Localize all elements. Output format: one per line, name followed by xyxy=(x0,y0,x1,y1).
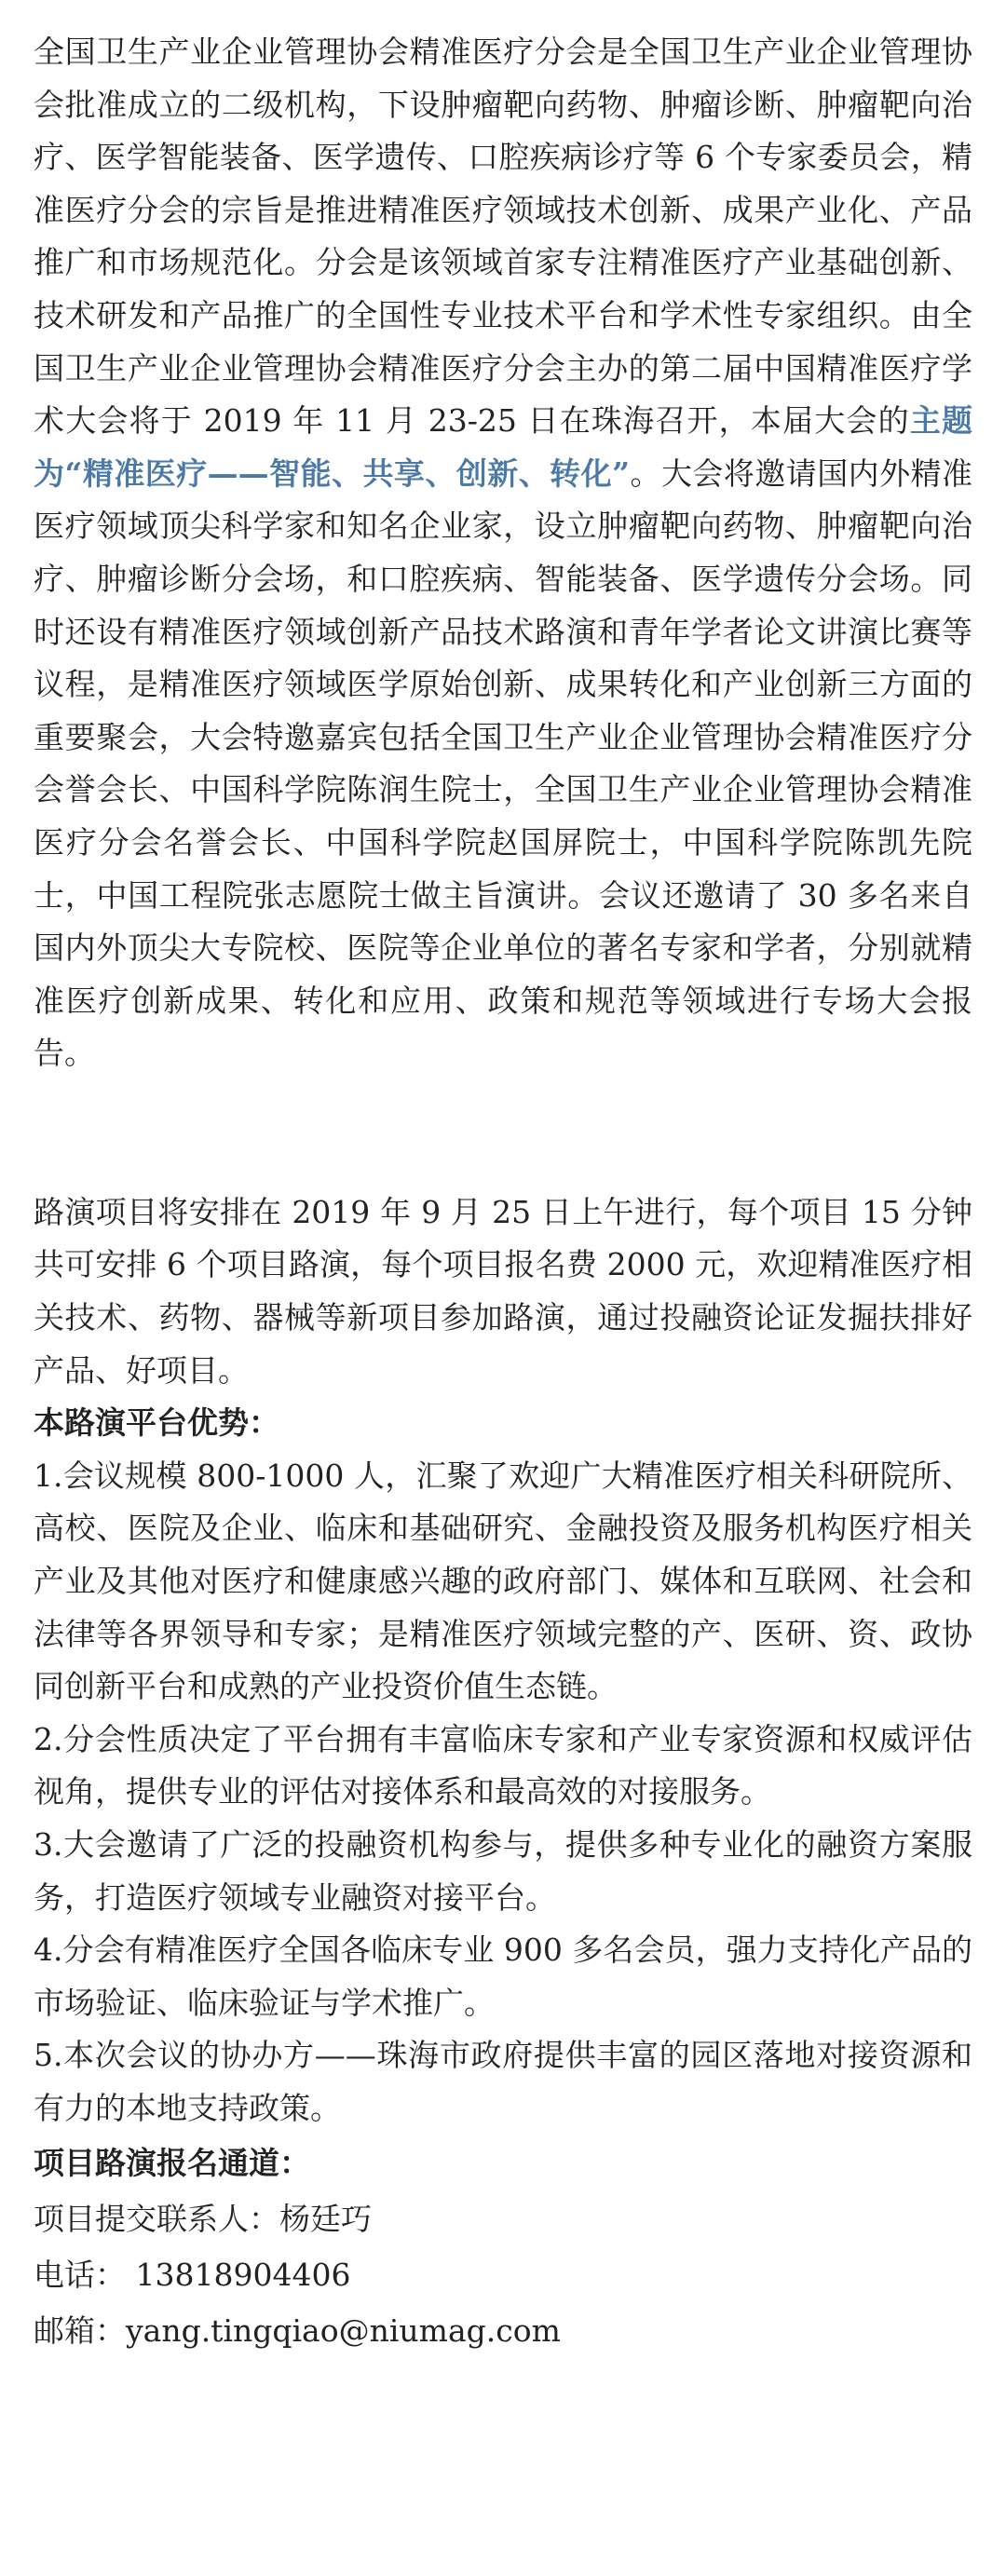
advantages-heading: 本路演平台优势： xyxy=(34,1404,279,1442)
advantage-item-5: 5.本次会议的协办方——珠海市政府提供丰富的园区落地对接资源和有力的本地支持政策。 xyxy=(34,2037,972,2126)
intro-paragraph xyxy=(34,26,972,1080)
intro-text-part1: 全国卫生产业企业管理协会精准医疗分会是全国卫生产业企业管理协会批准成立的二级机构，下设肿瘤靶向药物、肿瘤诊断、肿瘤靶向治疗、医学智能装备、医学遗传、口腔疾病诊疗等 6 个专家委员会，精准医疗分会的宗旨是推进精准医疗领域技术创新、成果产业化、产品推广和市场规范化。分会是该领域首家专注精准医疗产业基础创新、技术研发和产品推广的全国性专业技术平台和学术性专家组织。由全国卫生产业企业管理协会精准医疗分会主办的第二届中国精准医疗学术大会将于 2019 年 11 月 23-25 日在珠海召开，本届大会的 xyxy=(34,34,972,440)
section-gap xyxy=(34,1080,972,1186)
intro-text-part2: 。大会将邀请国内外精准医疗领域顶尖科学家和知名企业家，设立肿瘤靶向药物、肿瘤靶向治疗、肿瘤诊断分会场，和口腔疾病、智能装备、医学遗传分会场。同时还设有精准医疗领域创新产品技术路演和青年学者论文讲演比赛等议程，是精准医疗领域医学原始创新、成果转化和产业创新三方面的重要聚会，大会特邀嘉宾包括全国卫生产业企业管理协会精准医疗分会誉会长、中国科学院陈润生院士，全国卫生产业企业管理协会精准医疗分会名誉会长、中国科学院赵国屏院士，中国科学院陈凯先院士，中国工程院张志愿院士做主旨演讲。会议还邀请了 30 多名来自国内外顶尖大专院校、医院等企业单位的著名专家和学者，分别就精准医疗创新成果、转化和应用、政策和规范等领域进行专场大会报告。 xyxy=(34,454,973,1072)
contact-person: 项目提交联系人：杨廷巧 xyxy=(34,2200,372,2237)
advantage-item-2: 2.分会性质决定了平台拥有丰富临床专家和产业专家资源和权威评估视角，提供专业的评估对接体系和最高效的对接服务。 xyxy=(34,1720,972,1810)
advantage-item-4: 4.分会有精准医疗全国各临床专业 900 多名会员，强力支持化产品的市场验证、临床验证与学术推广。 xyxy=(34,1932,972,2021)
advantage-item-3: 3.大会邀请了广泛的投融资机构参与，提供多种专业化的融资方案服务，打造医疗领域专业融资对接平台。 xyxy=(34,1826,972,1916)
conference-theme-highlight: 主题为“精准医疗——智能、共享、创新、转化” xyxy=(34,402,973,492)
signup-section xyxy=(34,2135,972,2359)
contact-phone: 电话： 13818904406 xyxy=(34,2256,351,2293)
contact-email: 邮箱：yang.tingqiao@niumag.com xyxy=(34,2312,561,2349)
roadshow-paragraph: 路演项目将安排在 2019 年 9 月 25 日上午进行，每个项目 15 分钟共可安排 6 个项目路演，每个项目报名费 2000 元，欢迎精准医疗相关技术、药物、器械等新项目参加路演，通过投融资论证发掘扶排好产品、好项目。 xyxy=(34,1193,972,1389)
advantage-item-1: 1.会议规模 800-1000 人，汇聚了欢迎广大精准医疗相关科研院所、高校、医院及企业、临床和基础研究、金融投资及服务机构医疗相关产业及其他对医疗和健康感兴趣的政府部门、媒体和互联网、社会和法律等各界领导和专家；是精准医疗领域完整的产、医研、资、政协同创新平台和成熟的产业投资价值生态链。 xyxy=(34,1457,972,1705)
signup-heading: 项目路演报名通道： xyxy=(34,2144,310,2181)
